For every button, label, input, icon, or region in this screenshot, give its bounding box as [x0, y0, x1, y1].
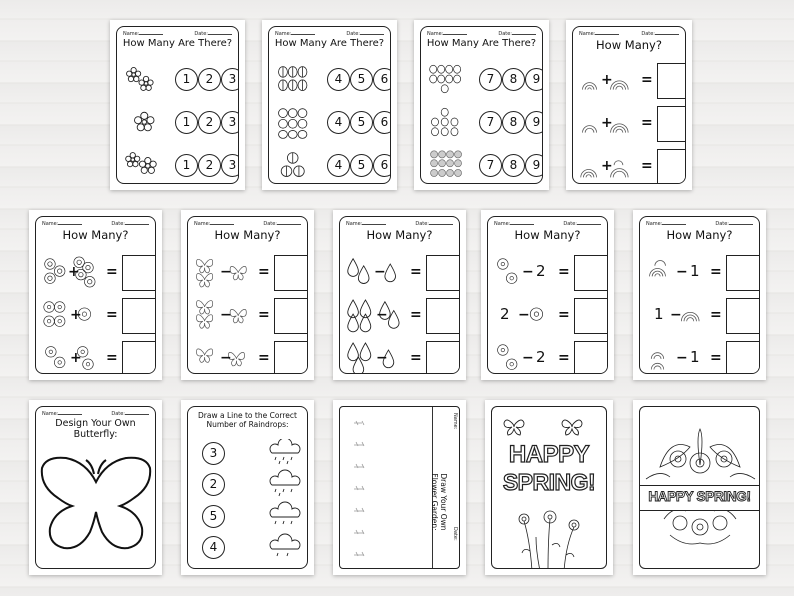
worksheet-frame [639, 216, 760, 374]
equation-row [346, 339, 453, 374]
worksheet-frame [487, 216, 608, 374]
equals-sign: = [558, 264, 570, 280]
number-two: 2 [500, 305, 510, 323]
worksheet-subtract-raindrops [333, 210, 466, 380]
worksheet-frame [420, 26, 543, 184]
number-circle[interactable]: 5 [350, 111, 373, 134]
equals-sign: = [258, 350, 270, 366]
worksheet-frame [35, 216, 156, 374]
number-circle[interactable]: 4 [327, 154, 350, 177]
worksheet-title: How Many Are There? [122, 38, 233, 49]
answer-box[interactable] [574, 341, 608, 374]
happy-lettering: HAPPY [508, 441, 590, 468]
number-two: 2 [536, 348, 546, 366]
plus-sign: + [70, 307, 82, 323]
count-row [427, 60, 541, 98]
minus-sign: − [220, 350, 232, 366]
name-date-line: Name: Date: [42, 220, 149, 228]
number-circle[interactable]: 2 [198, 68, 221, 91]
number-circle[interactable]: 8 [502, 154, 525, 177]
equation-row [42, 253, 149, 291]
worksheet-frame [187, 216, 308, 374]
name-date-line: Name: Date: [579, 30, 679, 38]
plus-sign: + [68, 264, 80, 280]
equation-row [579, 104, 679, 142]
wildflowers-icon [492, 501, 607, 569]
minus-sign: − [676, 350, 688, 366]
number-circle[interactable]: 7 [479, 68, 502, 91]
equation-row [494, 296, 601, 334]
title-line: Flower Garden: [430, 473, 439, 531]
worksheet-title: How Many? [514, 228, 581, 242]
answer-box[interactable] [274, 255, 308, 291]
count-row [275, 146, 389, 184]
answer-box[interactable] [657, 149, 686, 184]
equation-row [194, 253, 301, 291]
rotated-title [430, 447, 448, 557]
count-row [275, 60, 389, 98]
spring-lettering: SPRING! [502, 469, 596, 495]
equals-sign: = [641, 158, 653, 174]
name-date-line: Name: Date: [275, 30, 384, 38]
equation-row [646, 253, 753, 291]
equation-row [494, 253, 601, 291]
worksheet-frame [35, 406, 156, 569]
equals-sign: = [410, 307, 422, 323]
number-one: 1 [654, 305, 664, 323]
plus-sign: + [70, 350, 82, 366]
answer-box[interactable] [122, 341, 156, 374]
number-one: 1 [690, 262, 700, 280]
butterfly-icon [492, 413, 607, 443]
count-row [427, 103, 541, 141]
name-date-line: Name: Date: [646, 220, 753, 228]
worksheet-title: How Many? [366, 228, 433, 242]
number-circle[interactable]: 3 [221, 68, 239, 91]
title-line: Draw a Line to the Correct [198, 411, 297, 420]
equation-row [42, 296, 149, 334]
number-circle[interactable]: 2 [198, 111, 221, 134]
answer-box[interactable] [574, 255, 608, 291]
rotated-name-label: Name: [452, 413, 458, 430]
number-circle[interactable]: 9 [525, 111, 543, 134]
answer-box[interactable] [726, 298, 760, 334]
rain-cloud-icon [266, 439, 306, 569]
answer-box[interactable] [657, 63, 686, 99]
worksheet-title: How Many Are There? [274, 38, 385, 49]
happy-spring-lettering: HAPPY SPRING! [648, 489, 751, 504]
name-date-line: Name: Date: [494, 220, 601, 228]
number-circle[interactable]: 3 [202, 442, 225, 465]
coloring-page-happy-spring-banner [633, 400, 766, 575]
worksheet-title [188, 411, 307, 429]
answer-box[interactable] [726, 341, 760, 374]
name-date-line: Name: Date: [346, 220, 453, 228]
equation-row [346, 253, 453, 291]
plus-sign: + [601, 72, 613, 88]
worksheet-flower-garden [333, 400, 466, 575]
name-date-line: Name: Date: [194, 220, 301, 228]
equation-row [646, 339, 753, 374]
equals-sign: = [710, 307, 722, 323]
number-circle[interactable]: 9 [525, 154, 543, 177]
coloring-page-happy-spring [485, 400, 613, 575]
number-circle[interactable]: 4 [327, 68, 350, 91]
number-circle[interactable]: 7 [479, 154, 502, 177]
worksheet-frame [639, 406, 760, 569]
answer-box[interactable] [274, 298, 308, 334]
answer-box[interactable] [426, 255, 460, 291]
equals-sign: = [106, 264, 118, 280]
number-circle[interactable]: 6 [373, 154, 391, 177]
equals-sign: = [558, 307, 570, 323]
number-circle[interactable]: 5 [202, 505, 225, 528]
worksheet-frame [572, 26, 686, 184]
worksheet-subtract-butterflies [181, 210, 314, 380]
equation-row [194, 339, 301, 374]
equals-sign: = [410, 350, 422, 366]
answer-box[interactable] [574, 298, 608, 334]
number-circle[interactable]: 4 [327, 111, 350, 134]
number-circle[interactable]: 7 [479, 111, 502, 134]
garden-plants-icon [344, 415, 384, 565]
minus-sign: − [220, 307, 232, 323]
number-circle[interactable]: 5 [350, 68, 373, 91]
equals-sign: = [258, 307, 270, 323]
equals-sign: = [710, 264, 722, 280]
number-circle[interactable]: 1 [175, 154, 198, 177]
worksheet-count-flowers [110, 20, 245, 190]
equals-sign: = [258, 264, 270, 280]
number-circle[interactable]: 8 [502, 111, 525, 134]
number-circle[interactable]: 6 [373, 68, 391, 91]
name-date-line: Name: Date: [123, 30, 232, 38]
equation-row [494, 339, 601, 374]
name-date-line: Name: Date: [427, 30, 536, 38]
plus-sign: + [601, 115, 613, 131]
number-circle[interactable]: 1 [175, 111, 198, 134]
number-circle[interactable]: 5 [350, 154, 373, 177]
worksheet-frame [187, 406, 308, 569]
minus-sign: − [376, 307, 388, 323]
worksheet-title: How Many? [596, 38, 662, 52]
count-row [427, 146, 541, 184]
number-circle[interactable]: 1 [175, 68, 198, 91]
worksheet-title: Design Your Own Butterfly: [55, 418, 136, 440]
worksheet-add-rainbows [566, 20, 692, 190]
equals-sign: = [641, 115, 653, 131]
equation-row [42, 339, 149, 374]
worksheet-count-ladybugs-789 [414, 20, 549, 190]
minus-sign: − [676, 264, 688, 280]
equation-row [646, 296, 753, 334]
worksheet-frame [491, 406, 607, 569]
equation-row [579, 147, 679, 184]
minus-sign: − [374, 264, 386, 280]
name-date-line: Name: Date: [42, 410, 149, 418]
equation-row [579, 61, 679, 99]
title-line: Draw Your Own [439, 473, 448, 531]
number-circle[interactable]: 9 [525, 68, 543, 91]
worksheet-match-raindrops [181, 400, 314, 575]
number-circle[interactable]: 2 [198, 154, 221, 177]
answer-box[interactable] [274, 341, 308, 374]
worksheet-count-ladybugs-456 [262, 20, 397, 190]
number-one: 1 [690, 348, 700, 366]
answer-box[interactable] [657, 106, 686, 142]
equals-sign: = [710, 350, 722, 366]
title-line: Number of Raindrops: [206, 420, 289, 429]
answer-box[interactable] [726, 255, 760, 291]
number-circle[interactable]: 8 [502, 68, 525, 91]
worksheet-title: How Many? [666, 228, 733, 242]
worksheet-frame [268, 26, 391, 184]
answer-box[interactable] [122, 255, 156, 291]
number-circle[interactable]: 2 [202, 473, 225, 496]
butterfly-outline-icon [36, 452, 156, 562]
number-two: 2 [536, 262, 546, 280]
equation-row [346, 296, 453, 334]
worksheet-frame [116, 26, 239, 184]
count-row [123, 103, 237, 141]
rotated-date-label: Date: [452, 527, 458, 541]
minus-sign: − [522, 264, 534, 280]
worksheet-frame [339, 406, 460, 569]
worksheet-add-flowers [29, 210, 162, 380]
minus-sign: − [522, 350, 534, 366]
equals-sign: = [106, 307, 118, 323]
count-row [123, 146, 237, 184]
worksheet-frame [339, 216, 460, 374]
plus-sign: + [601, 158, 613, 174]
count-row [123, 60, 237, 98]
number-circle[interactable]: 4 [202, 536, 225, 559]
equals-sign: = [558, 350, 570, 366]
equation-row [194, 296, 301, 334]
minus-sign: − [220, 264, 232, 280]
count-row [275, 103, 389, 141]
worksheet-subtract-two [481, 210, 614, 380]
minus-sign: − [518, 307, 530, 323]
answer-box[interactable] [426, 298, 460, 334]
minus-sign: − [376, 350, 388, 366]
number-circle[interactable]: 3 [221, 111, 239, 134]
number-circle[interactable]: 3 [221, 154, 239, 177]
answer-box[interactable] [122, 298, 156, 334]
answer-box[interactable] [426, 341, 460, 374]
worksheet-title: How Many? [214, 228, 281, 242]
equals-sign: = [106, 350, 118, 366]
equals-sign: = [410, 264, 422, 280]
worksheet-subtract-one [633, 210, 766, 380]
minus-sign: − [670, 307, 682, 323]
worksheet-title: How Many Are There? [426, 38, 537, 49]
worksheet-title: How Many? [62, 228, 129, 242]
worksheet-design-butterfly [29, 400, 162, 575]
equals-sign: = [641, 72, 653, 88]
number-circle[interactable]: 6 [373, 111, 391, 134]
